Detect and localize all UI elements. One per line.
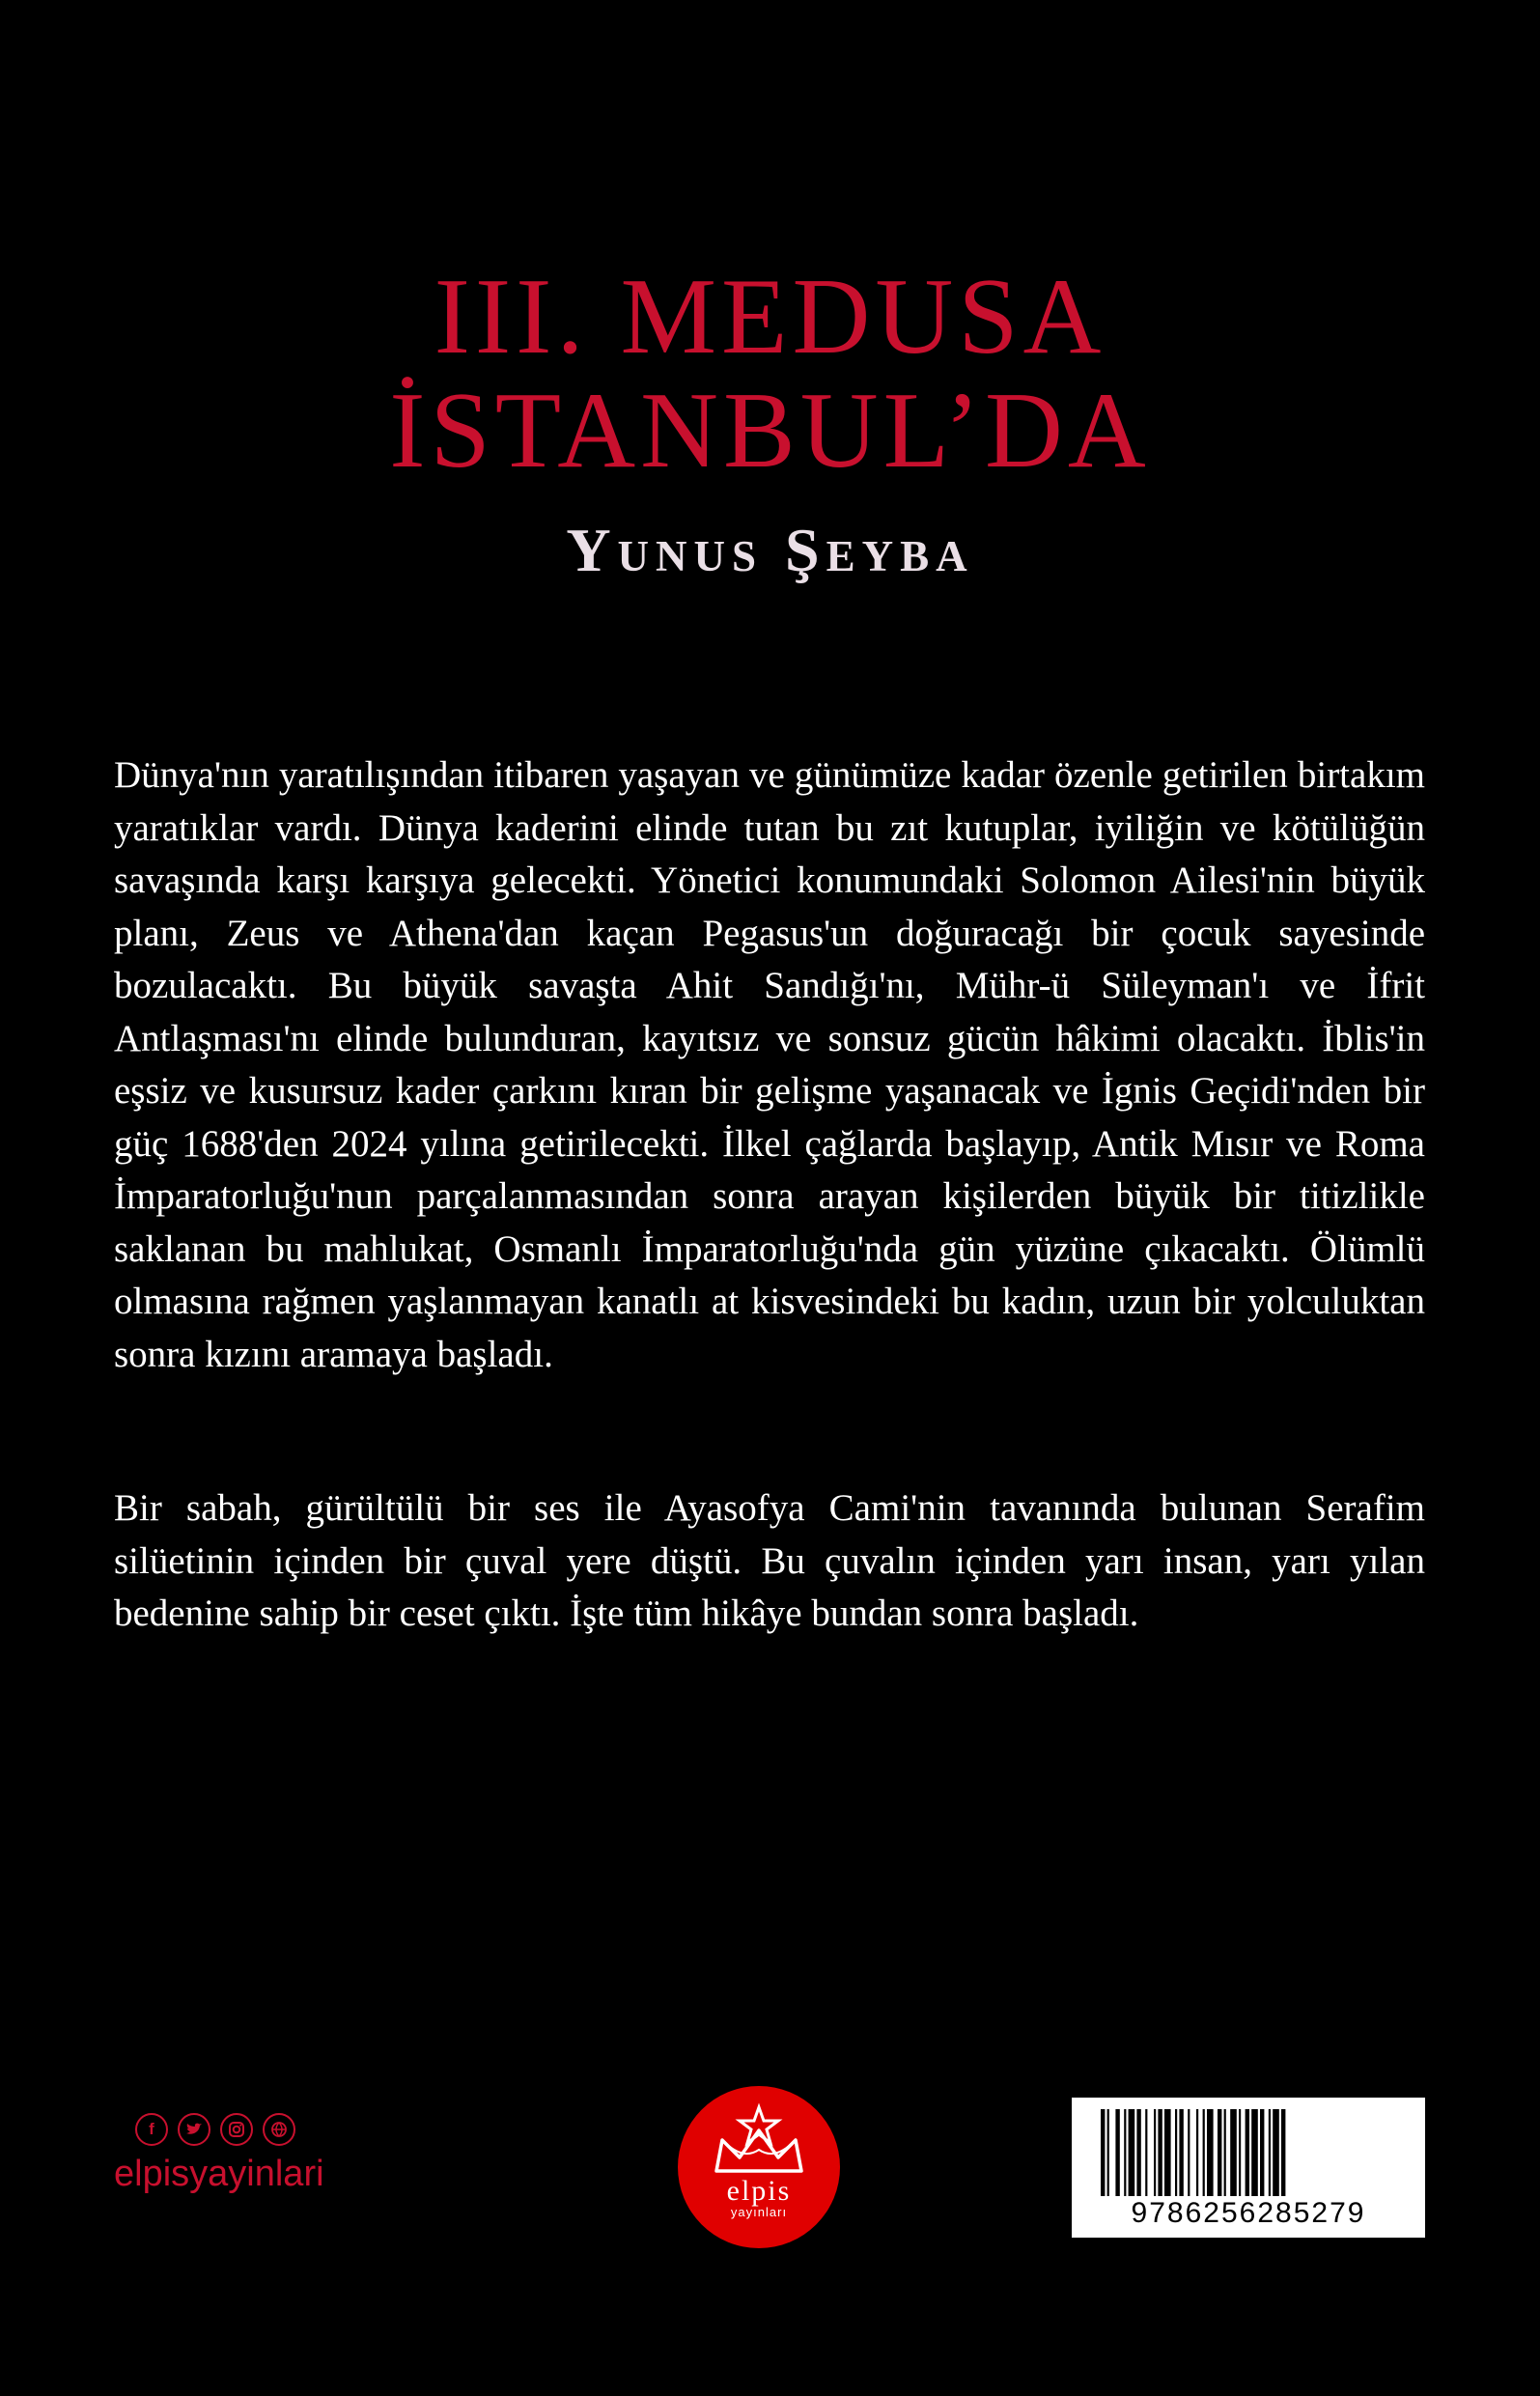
barcode-bar — [1154, 2109, 1156, 2196]
barcode-bar — [1107, 2109, 1109, 2196]
barcode-bar — [1251, 2109, 1258, 2196]
barcode-bar — [1136, 2109, 1140, 2196]
web-icon — [263, 2113, 295, 2146]
instagram-icon — [220, 2113, 253, 2146]
barcode-bar — [1218, 2109, 1221, 2196]
publisher-handle: elpisyayinlari — [114, 2154, 324, 2194]
facebook-icon: f — [135, 2113, 168, 2146]
barcode-bar — [1129, 2109, 1135, 2196]
barcode-bar — [1164, 2109, 1171, 2196]
book-title-line-2: İSTANBUL’DA — [389, 371, 1151, 491]
barcode-bar — [1101, 2109, 1105, 2196]
barcode-bars — [1101, 2109, 1396, 2196]
barcode-bar — [1188, 2109, 1190, 2196]
barcode-bar — [1179, 2109, 1183, 2196]
barcode-bar — [1239, 2109, 1241, 2196]
crown-star-icon — [678, 2086, 840, 2248]
logo-subtitle: yayınları — [730, 2205, 788, 2219]
book-title-line-1: III. MEDUSA — [434, 257, 1106, 377]
barcode-bar — [1246, 2109, 1249, 2196]
barcode-bar — [1196, 2109, 1198, 2196]
publisher-logo — [678, 2086, 840, 2248]
barcode-bar — [1230, 2109, 1237, 2196]
logo-name: elpis — [726, 2175, 792, 2207]
social-icons — [135, 2113, 324, 2146]
author-name: Yunus Şeyba — [566, 516, 974, 584]
barcode-bar — [1158, 2109, 1162, 2196]
twitter-icon — [178, 2113, 210, 2146]
barcode-bar — [1115, 2109, 1119, 2196]
barcode-bar — [1175, 2109, 1177, 2196]
barcode-bar — [1260, 2109, 1264, 2196]
isbn-number: 9786256285279 — [1131, 2197, 1366, 2229]
publisher-social — [114, 2113, 324, 2192]
barcode-bar — [1281, 2109, 1285, 2196]
isbn-barcode — [1072, 2098, 1425, 2238]
barcode-bar — [1273, 2109, 1279, 2196]
barcode-bar — [1124, 2109, 1126, 2196]
blurb-paragraph-1: Dünya'nın yaratılışından itibaren yaşayan ve günümüze kadar özenle getirilen birtakım yaratıklar vardı. Dünya kaderini elinde tutan bu zıt kutuplar, iyiliğin ve kötülüğün savaşında karşı karşıya gelecekti. Yönetici konumundaki Solomon Ailesi'nin büyük planı, Zeus ve Athena'dan kaçan Pegasus'un doğuracağı bir çocuk sayesinde bozulacaktı. Bu büyük savaşta Ahit Sandığı'nı, Mühr-ü Süleyman'ı ve İfrit Antlaşması'nı elinde bulunduran, kayıtsız ve sonsuz gücün hâkimi olacaktı. İblis'in eşsiz ve kusursuz kader çarkını kıran bir gelişme yaşanacak ve İgnis Geçidi'nden bir güç 1688'den 2024 yılına getirilecekti. İlkel çağlarda başlayıp, Antik Mısır ve Roma İmparatorluğu'nun parçalanmasından sonra arayan kişilerden büyük bir titizlikle saklanan bu mahlukat, Osmanlı İmparatorluğu'nda gün yüzüne çıkacaktı. Ölümlü olmasına rağmen yaşlanmayan kanatlı at kisvesindeki bu kadın, uzun bir yolculuktan sonra kızını aramaya başladı. — [114, 754, 1425, 1375]
barcode-bar — [1207, 2109, 1214, 2196]
barcode-bar — [1203, 2109, 1205, 2196]
barcode-bar — [1224, 2109, 1226, 2196]
blurb-paragraph-2: Bir sabah, gürültülü bir ses ile Ayasofya Cami'nin tavanında bulunan Serafim silüetinin içinden bir çuval yere düştü. Bu çuvalın içinden yarı insan, yarı yılan bedenine sahip bir ceset çıktı. İşte tüm hikâye bundan sonra başladı. — [114, 1487, 1425, 1634]
barcode-bar — [1269, 2109, 1271, 2196]
barcode-bar — [1145, 2109, 1147, 2196]
